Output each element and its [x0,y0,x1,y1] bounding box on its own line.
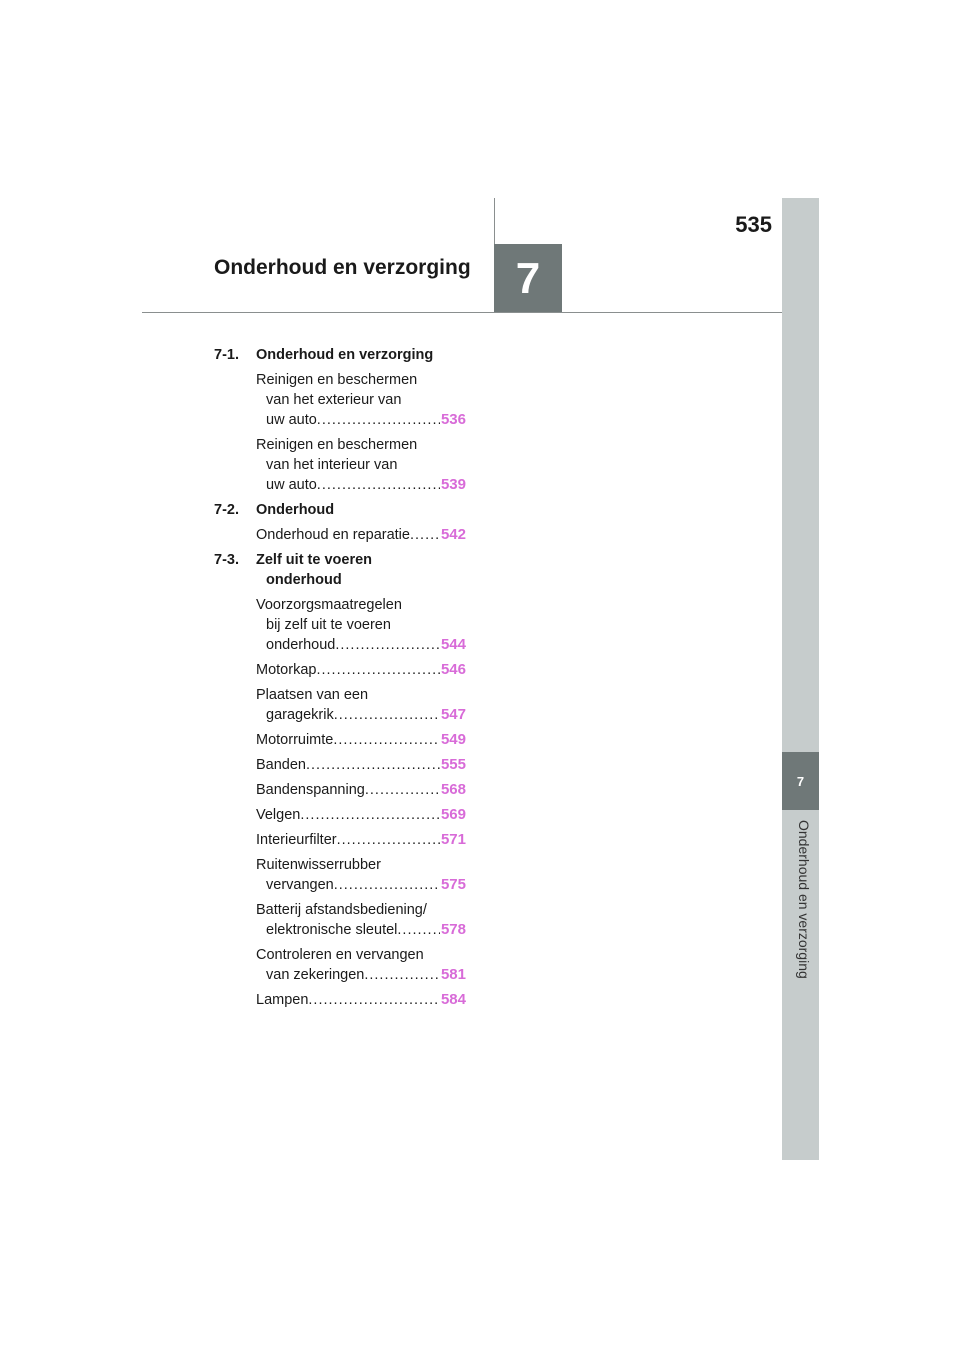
entry-label-line: Banden [256,757,306,773]
entry-label-line: Plaatsen van een [256,687,369,703]
page-link[interactable]: 569 [440,806,466,823]
page-link[interactable]: 578 [440,921,466,938]
dot-leader [333,730,440,750]
entry-label-line: Velgen [256,807,301,823]
toc-entry-interieurfilter[interactable] [256,830,466,850]
toc-section-7-2 [214,500,474,520]
page-link[interactable]: 546 [440,661,466,678]
dot-leader [337,830,440,850]
entry-label-line: Motorruimte [256,732,334,748]
header-rule [142,312,782,313]
page-link[interactable]: 584 [440,991,466,1008]
section-number: 7-2. [214,502,239,518]
toc-entry-garagekrik[interactable] [256,685,466,725]
toc-entry-bandenspanning[interactable] [256,780,466,800]
toc-entry-velgen[interactable] [256,805,466,825]
dot-leader [317,475,440,495]
page-link[interactable]: 555 [440,756,466,773]
entry-label-line: Reinigen en beschermen [256,372,418,388]
toc-entry-onderhoud-reparatie[interactable] [256,525,466,545]
page-link[interactable]: 542 [440,526,466,543]
section-title-continued: onderhoud [266,572,342,588]
dot-leader [317,410,440,430]
entry-label-line: Batterij afstandsbediening/ [256,902,427,918]
entry-label-line: uw auto [266,412,317,428]
dot-leader [334,705,440,725]
dot-leader [316,660,440,680]
entry-label-line: bij zelf uit te voeren [266,617,391,633]
toc-entry-voorzorgsmaatregelen[interactable] [256,595,466,655]
entry-label-line: garagekrik [266,707,334,723]
header-vertical-rule [494,198,495,244]
page-link[interactable]: 544 [440,636,466,653]
section-title: Onderhoud en verzorging [256,347,434,363]
toc-entry-exterieur[interactable] [256,370,466,430]
page-link[interactable]: 549 [440,731,466,748]
page-link[interactable]: 575 [440,876,466,893]
section-title: Zelf uit te voeren [256,552,373,568]
page-link[interactable]: 581 [440,966,466,983]
page-link[interactable]: 571 [440,831,466,848]
entry-label-line: elektronische sleutel [266,922,398,938]
entry-label-line: uw auto [266,477,317,493]
dot-leader [365,780,440,800]
toc-entry-motorruimte[interactable] [256,730,466,750]
dot-leader [306,755,440,775]
toc-entry-motorkap[interactable] [256,660,466,680]
entry-label-line: Ruitenwisserrubber [256,857,381,873]
toc-entry-interieur[interactable] [256,435,466,495]
side-tab [782,198,819,1160]
entry-label-line: onderhoud [266,637,336,653]
toc-entry-zekeringen[interactable] [256,945,466,985]
toc-entry-batterij-afstandsbediening[interactable] [256,900,466,940]
dot-leader [308,990,440,1010]
side-tab-chapter-number[interactable]: 7 [782,752,819,810]
toc-entry-banden[interactable] [256,755,466,775]
entry-label-line: Reinigen en beschermen [256,437,418,453]
entry-label-line: van zekeringen [266,967,365,983]
toc-entry-ruitenwisserrubber[interactable] [256,855,466,895]
entry-label-line: Lampen [256,992,309,1008]
entry-label-line: Voorzorgsmaatregelen [256,597,402,613]
section-title: Onderhoud [256,502,335,518]
chapter-title: Onderhoud en verzorging [214,256,471,279]
page-link[interactable]: 536 [440,411,466,428]
entry-label-line: van het interieur van [266,457,398,473]
page-number: 535 [735,212,772,237]
page-link[interactable]: 568 [440,781,466,798]
toc-entry-lampen[interactable] [256,990,466,1010]
page-link[interactable]: 547 [440,706,466,723]
entry-label-line: van het exterieur van [266,392,402,408]
page-link[interactable]: 539 [440,476,466,493]
dot-leader [397,920,440,940]
dot-leader [300,805,440,825]
entry-label-line: Interieurfilter [256,832,337,848]
entry-label-line: Bandenspanning [256,782,365,798]
dot-leader [364,965,440,985]
chapter-number-box: 7 [494,244,562,313]
side-tab-label: Onderhoud en verzorging [796,820,812,979]
dot-leader [410,525,440,545]
entry-label-line: Controleren en vervangen [256,947,424,963]
toc-section-7-3 [214,550,474,590]
dot-leader [335,635,440,655]
toc-section-7-1 [214,345,474,365]
entry-label-line: Motorkap [256,662,317,678]
section-number: 7-1. [214,347,239,363]
entry-label-line: vervangen [266,877,334,893]
dot-leader [334,875,440,895]
entry-label-line: Onderhoud en reparatie [256,527,410,543]
section-number: 7-3. [214,552,239,568]
